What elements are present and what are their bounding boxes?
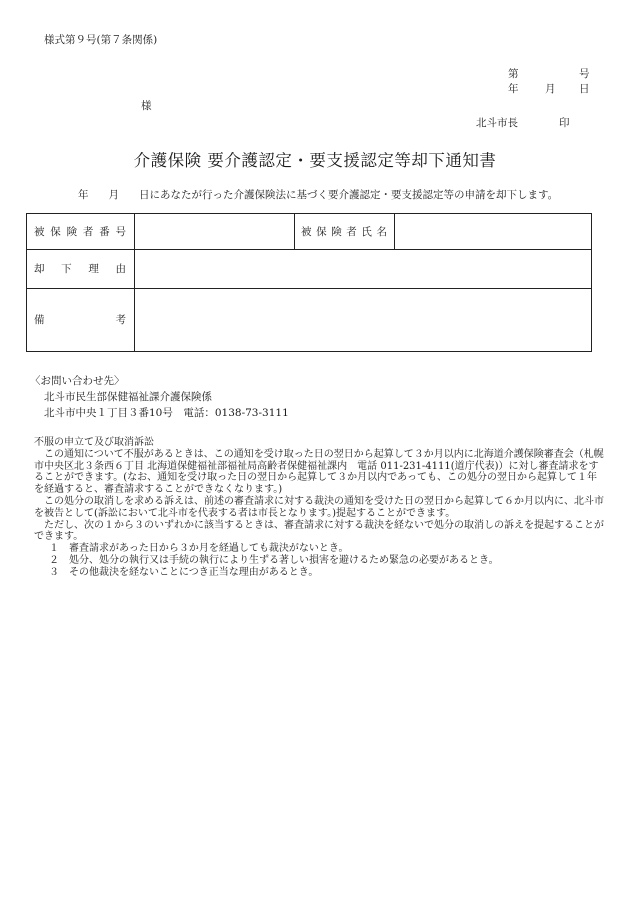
document-number-suffix: 号 [579,68,590,80]
issuer-name: 北斗市長 [476,117,518,129]
remarks-value [135,289,591,351]
date-day: 日 [579,83,590,95]
rejection-reason-value [135,250,591,288]
inquiry-address: 北斗市中央１丁目３番10号 電話：0138-73-3111 [44,407,289,419]
rejection-reason-label: 却 下 理 由 [34,263,126,275]
seal-mark: 印 [559,117,570,129]
main-table [26,213,592,352]
intro-text: 日にあなたが行った介護保険法に基づく要介護認定・要支援認定等の申請を却下します。 [139,189,559,201]
insured-name-label: 被 保 険 者 氏 名 [301,226,387,238]
notes-item: １ 審査請求があった日から３か月を経過しても裁決がないとき。 [49,543,349,555]
insured-number-label: 被 保 険 者 番 号 [34,226,126,238]
notes-paragraph: ただし、次の１から３のいずれかに該当するときは、審査請求に対する裁決を経ないで処分の取消しの訴えを提起することができます。 [34,519,604,543]
notes-item: ２ 処分、処分の執行又は手続の執行により生ずる著しい損害を避けるため緊急の必要があるとき。 [49,554,499,566]
date-year: 年 [508,83,519,95]
inquiry-department: 北斗市民生部保健福祉課介護保険係 [44,391,212,403]
appeal-notes [34,437,606,579]
inquiry-heading: 〈お問い合わせ先〉 [30,375,125,387]
document-number-prefix: 第 [508,68,519,80]
form-number: 様式第９号(第７条関係) [44,34,158,46]
insured-name-value [395,214,591,249]
notes-paragraph: この通知について不服があるときは、この通知を受け取った日の翌日から起算して３か月以内に北海道介護保険審査会（札幌市中央区北３条西６丁目 北海道保健福祉部福祉局高齢者保健福祉課内 電話 011-231-4111(道庁代表)）に対し審査請求をすることができます。(なお、通知を受け取った日の翌日から起算して３か月以内であっても、この処分の翌日から起算して１年を経過すると、審査請求することができなくなります。) [34,448,604,496]
intro-line [78,187,558,202]
date-month: 月 [545,83,556,95]
remarks-label: 備 考 [34,314,126,326]
page-title: 介護保険 要介護認定・要支援認定等却下通知書 [133,151,497,170]
intro-year: 年 [78,189,89,201]
table-divider [294,214,295,249]
recipient-suffix: 様 [141,100,152,112]
insured-number-value [135,214,294,249]
intro-month: 月 [108,189,119,201]
notes-heading: 不服の申立て及び取消訴訟 [34,437,154,448]
notes-paragraph: この処分の取消しを求める訴えは、前述の審査請求に対する裁決の通知を受けた日の翌日から起算して６か月以内に、北斗市を被告として(訴訟において北斗市を代表する者は市長となります。)提起することができます。 [34,495,604,519]
notes-item: ３ その他裁決を経ないことにつき正当な理由があるとき。 [49,566,319,578]
